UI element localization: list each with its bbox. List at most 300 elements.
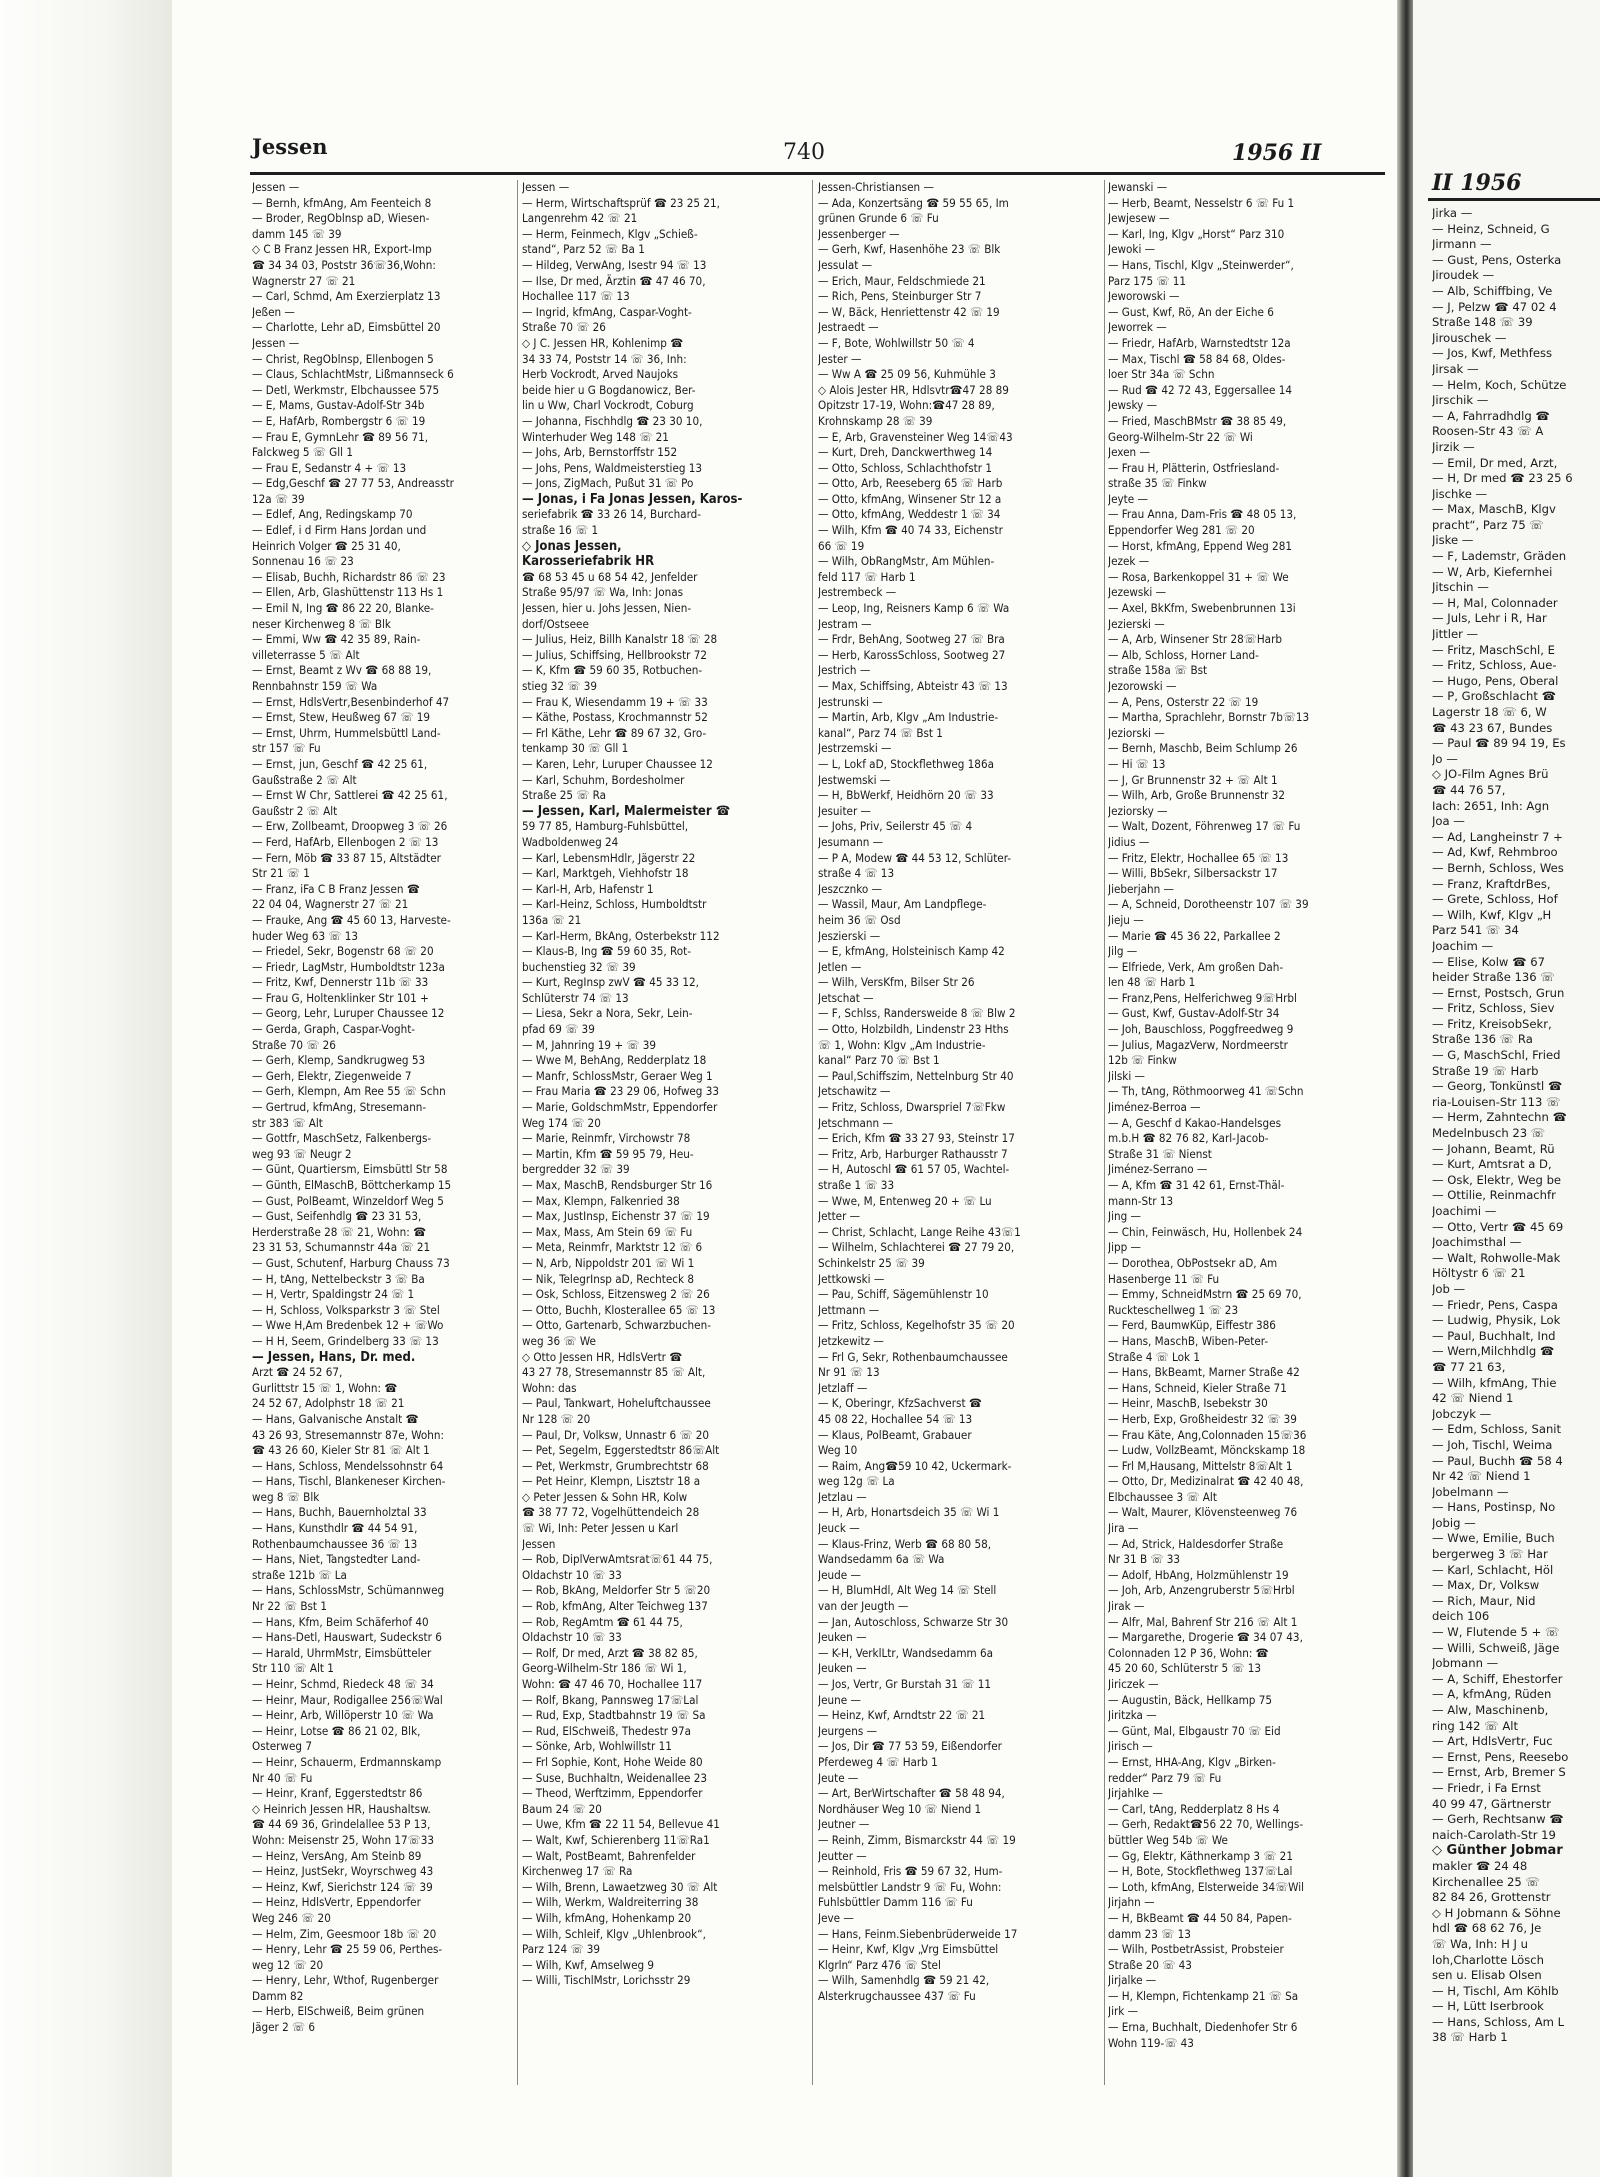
directory-entry: — Frau H, Plätterin, Ostfriesland- bbox=[1108, 460, 1280, 475]
directory-entry: ☎ 44 69 36, Grindelallee 53 P 13, bbox=[252, 1817, 431, 1832]
directory-entry: Jiménez-Serrano — bbox=[1108, 1162, 1208, 1177]
directory-entry: Pferdeweg 4 ☏ Harb 1 bbox=[818, 1754, 938, 1769]
directory-entry: — Wilhelm, Schlachterei ☎ 27 79 20, bbox=[818, 1240, 1015, 1255]
directory-entry: — Jonas, i Fa Jonas Jessen, Karos- bbox=[522, 491, 743, 507]
directory-entry: — Hans, Niet, Tangstedter Land- bbox=[252, 1552, 421, 1567]
directory-entry: Wohn: ☎ 47 46 70, Hochallee 117 bbox=[522, 1677, 703, 1691]
directory-entry: — Emmi, Ww ☎ 42 35 89, Rain- bbox=[252, 632, 421, 647]
directory-entry: — Jos, Kwf, Methfess bbox=[1432, 346, 1553, 361]
directory-entry: — Frl M,Hausang, Mittelstr 8☏Alt 1 bbox=[1108, 1458, 1293, 1473]
directory-entry: — Joh, Tischl, Weima bbox=[1432, 1437, 1553, 1452]
directory-entry: Jipp — bbox=[1108, 1240, 1141, 1255]
directory-entry: — Marie ☎ 45 36 22, Parkallee 2 bbox=[1108, 928, 1281, 943]
directory-entry: Kirchenallee 25 ☏ bbox=[1432, 1874, 1540, 1889]
directory-entry: Lagerstr 18 ☏ 6, W bbox=[1432, 705, 1547, 719]
directory-entry: — Fritz, Schloss, Aue- bbox=[1432, 658, 1557, 673]
directory-entry: — Rud ☎ 42 72 43, Eggersallee 14 bbox=[1108, 382, 1292, 397]
directory-entry: — Th, tAng, Röthmoorweg 41 ☏Schn bbox=[1108, 1084, 1304, 1099]
directory-entry: Wadboldenweg 24 bbox=[522, 834, 619, 849]
directory-entry: — Hans, Kfm, Beim Schäferhof 40 bbox=[252, 1614, 429, 1629]
directory-entry: Nr 40 ☏ Fu bbox=[252, 1770, 313, 1785]
directory-entry: — Heinr, Kranf, Eggerstedtstr 86 bbox=[252, 1786, 423, 1801]
directory-entry: — Helm, Zim, Geesmoor 18b ☏ 20 bbox=[252, 1926, 437, 1941]
directory-entry: — E, Mams, Gustav-Adolf-Str 34b bbox=[252, 398, 425, 413]
directory-entry: Gaußstraße 2 ☏ Alt bbox=[252, 772, 357, 787]
directory-entry: — Bernh, Maschb, Beim Schlump 26 bbox=[1108, 741, 1298, 756]
directory-entry: — Kurt, RegInsp zwV ☎ 45 33 12, bbox=[522, 975, 699, 990]
directory-entry: — Erna, Buchhalt, Diedenhofer Str 6 bbox=[1108, 2020, 1298, 2035]
directory-entry: — Wilh, Arb, Große Brunnenstr 32 bbox=[1108, 788, 1285, 803]
directory-entry: — Augustin, Bäck, Hellkamp 75 bbox=[1108, 1692, 1272, 1707]
directory-entry: — Frau Käte, Ang,Colonnaden 15☏36 bbox=[1108, 1427, 1307, 1442]
directory-entry: — Wilh, Kfm ☎ 40 74 33, Eichenstr bbox=[818, 523, 1003, 538]
directory-entry: — H, Dr med ☎ 23 25 6 bbox=[1432, 471, 1573, 486]
directory-entry: weg 12g ☏ La bbox=[818, 1474, 895, 1489]
book-gutter bbox=[1397, 0, 1413, 2177]
directory-entry: ☎ 43 23 67, Bundes bbox=[1432, 720, 1553, 735]
directory-entry: — Hans-Detl, Hauswart, Sudeckstr 6 bbox=[252, 1630, 442, 1645]
directory-entry: — Walt, Rohwolle-Mak bbox=[1432, 1250, 1561, 1265]
directory-entry: — Max, Tischl ☎ 58 84 68, Oldes- bbox=[1108, 351, 1286, 366]
directory-entry: Herderstraße 28 ☏ 21, Wohn: ☎ bbox=[252, 1224, 427, 1239]
directory-entry: — Ellen, Arb, Glashüttenstr 113 Hs 1 bbox=[252, 585, 444, 600]
directory-entry: — H, Bote, Stockflethweg 137☏Lal bbox=[1108, 1864, 1293, 1879]
directory-entry: — E, HafArb, Rombergstr 6 ☏ 19 bbox=[252, 413, 426, 428]
directory-entry: Hochallee 117 ☏ 13 bbox=[522, 289, 630, 304]
directory-entry: — Fritz, Arb, Harburger Rathausstr 7 bbox=[818, 1146, 1008, 1161]
directory-entry: — H, tAng, Nettelbeckstr 3 ☏ Ba bbox=[252, 1271, 425, 1286]
directory-entry: — Gertrud, kfmAng, Stresemann- bbox=[252, 1100, 427, 1115]
directory-entry: — H, Lütt Iserbrook bbox=[1432, 1999, 1544, 2014]
directory-entry: — Jons, ZigMach, Pußut 31 ☏ Po bbox=[522, 476, 694, 491]
directory-entry: — F, Schlss, Randersweide 8 ☏ Blw 2 bbox=[818, 1006, 1016, 1021]
directory-entry: ring 142 ☏ Alt bbox=[1432, 1718, 1519, 1733]
directory-entry: — Rob, kfmAng, Alter Teichweg 137 bbox=[522, 1599, 708, 1614]
directory-entry: Weg 246 ☏ 20 bbox=[252, 1910, 331, 1925]
directory-entry: Jestwemski — bbox=[818, 772, 891, 787]
directory-entry: — Wilh, Kwf, Klgv „H bbox=[1432, 907, 1552, 922]
directory-entry: melsbüttler Landstr 9 ☏ Fu, Wohn: bbox=[818, 1879, 1002, 1894]
directory-entry: — Heinz, Kwf, Arndtstr 22 ☏ 21 bbox=[818, 1708, 986, 1723]
directory-entry: beide hier u G Bogdanowicz, Ber- bbox=[522, 382, 696, 397]
directory-entry: — Axel, BkKfm, Swebenbrunnen 13i bbox=[1108, 601, 1296, 616]
directory-entry: Jittler — bbox=[1432, 627, 1479, 642]
directory-entry: Jeute — bbox=[818, 1770, 859, 1785]
directory-entry: Jeziorski — bbox=[1108, 725, 1165, 740]
directory-entry: Jeutner — bbox=[818, 1817, 870, 1832]
directory-entry: Jirka — bbox=[1432, 206, 1473, 220]
directory-entry: bergredder 32 ☏ 39 bbox=[522, 1162, 630, 1177]
directory-entry: ◇ C B Franz Jessen HR, Export-Imp bbox=[252, 242, 432, 257]
directory-entry: — Ilse, Dr med, Ärztin ☎ 47 46 70, bbox=[522, 273, 706, 288]
directory-entry: ☎ 43 26 60, Kieler Str 81 ☏ Alt 1 bbox=[252, 1443, 430, 1458]
directory-entry: — J, Pelzw ☎ 47 02 4 bbox=[1432, 299, 1557, 314]
directory-entry: huder Weg 63 ☏ 13 bbox=[252, 928, 359, 943]
directory-entry: kanal“ Parz 70 ☏ Bst 1 bbox=[818, 1053, 940, 1068]
directory-entry: — Henry, Lehr, Wthof, Rugenberger bbox=[252, 1973, 439, 1988]
directory-entry: — Christ, RegOblnsp, Ellenbogen 5 bbox=[252, 351, 434, 366]
directory-entry: Jezorowski — bbox=[1108, 679, 1177, 693]
directory-entry: dorf/Ostseee bbox=[522, 616, 589, 631]
directory-entry: — Ferd, BaumwKüp, Eiffestr 386 bbox=[1108, 1318, 1276, 1333]
directory-entry: — Ernst, Uhrm, Hummelsbüttl Land- bbox=[252, 725, 441, 740]
directory-entry: Fuhlsbüttler Damm 116 ☏ Fu bbox=[818, 1895, 973, 1910]
directory-entry: — Fritz, Schloss, Kegelhofstr 35 ☏ 20 bbox=[818, 1318, 1015, 1333]
directory-entry: Job — bbox=[1432, 1281, 1466, 1296]
directory-entry: — Harald, UhrmMstr, Eimsbütteler bbox=[252, 1645, 432, 1660]
directory-entry: heider Straße 136 ☏ bbox=[1432, 970, 1555, 985]
directory-entry: Jeude — bbox=[818, 1567, 861, 1582]
directory-entry: — Walt, PostBeamt, Bahrenfelder bbox=[522, 1848, 696, 1863]
directory-entry: — H, Vertr, Spaldingstr 24 ☏ 1 bbox=[252, 1287, 415, 1302]
directory-entry: — Rolf, Dr med, Arzt ☎ 38 82 85, bbox=[522, 1645, 698, 1660]
directory-entry: weg 93 ☏ Neugr 2 bbox=[252, 1146, 352, 1161]
directory-entry: — Fern, Möb ☎ 33 87 15, Altstädter bbox=[252, 850, 441, 865]
directory-entry: — Frau G, Holtenklinker Str 101 + bbox=[252, 990, 429, 1005]
directory-entry: Jetschmann — bbox=[818, 1115, 893, 1130]
directory-entry: Jeuck — bbox=[818, 1521, 860, 1536]
directory-entry: — Wilh, kfmAng, Hohenkamp 20 bbox=[522, 1910, 692, 1925]
directory-entry: — Fritz, Elektr, Hochallee 65 ☏ 13 bbox=[1108, 850, 1289, 865]
directory-entry: — Sönke, Arb, Wohlwillstr 11 bbox=[522, 1739, 672, 1754]
directory-entry: — Otto, Dr, Medizinalrat ☎ 42 40 48, bbox=[1108, 1474, 1304, 1489]
directory-entry: Wohn: das bbox=[522, 1380, 577, 1395]
directory-entry: — Wilh, Samenhdlg ☎ 59 21 42, bbox=[818, 1973, 990, 1988]
directory-entry: — Wilh, Kwf, Amselweg 9 bbox=[522, 1957, 655, 1972]
directory-entry: — A, Pens, Osterstr 22 ☏ 19 bbox=[1108, 694, 1259, 709]
directory-entry: — Leop, Ing, Reisners Kamp 6 ☏ Wa bbox=[818, 601, 1010, 616]
directory-entry: Schlüterstr 74 ☏ 13 bbox=[522, 990, 629, 1005]
directory-entry: Jewjesew — bbox=[1108, 211, 1170, 226]
directory-entry: Straße 95/97 ☏ Wa, Inh: Jonas bbox=[522, 585, 684, 600]
directory-entry: — P, Großschlacht ☎ bbox=[1432, 689, 1557, 704]
directory-entry: Jobmann — bbox=[1432, 1656, 1499, 1671]
directory-entry: — Carl, tAng, Redderplatz 8 Hs 4 bbox=[1108, 1801, 1280, 1816]
directory-entry: ◇ Peter Jessen & Sohn HR, Kolw bbox=[522, 1489, 688, 1504]
directory-entry: — Frau E, GymnLehr ☎ 89 56 71, bbox=[252, 429, 429, 444]
directory-entry: Damm 82 bbox=[252, 1988, 304, 2003]
directory-entry: Rothenbaumchaussee 36 ☏ 13 bbox=[252, 1536, 418, 1551]
directory-entry: van der Jeugth — bbox=[818, 1599, 909, 1614]
directory-entry: — Ottilie, Reinmachfr bbox=[1432, 1188, 1556, 1203]
directory-entry: 45 20 60, Schlüterstr 5 ☏ 13 bbox=[1108, 1661, 1262, 1676]
directory-entry: makler ☎ 24 48 bbox=[1432, 1858, 1528, 1873]
directory-entry: — Wilh, Schleif, Klgv „Uhlenbrook“, bbox=[522, 1926, 706, 1941]
directory-entry: — Herm, Wirtschaftsprüf ☎ 23 25 21, bbox=[522, 195, 720, 210]
directory-entry: — Karl, Ing, Klgv „Horst“ Parz 310 bbox=[1108, 226, 1285, 241]
directory-entry: — Wern,Milchhdlg ☎ bbox=[1432, 1344, 1555, 1359]
directory-entry: 22 04 04, Wagnerstr 27 ☏ 21 bbox=[252, 897, 409, 912]
directory-entry: — Alw, Maschinenb, bbox=[1432, 1703, 1549, 1717]
directory-entry: Jewoki — bbox=[1108, 242, 1156, 257]
directory-entry: Wohn: Meisenstr 25, Wohn 17☏33 bbox=[252, 1832, 434, 1847]
directory-entry: Str 110 ☏ Alt 1 bbox=[252, 1661, 334, 1676]
directory-entry: — Hans, Tischl, Klgv „Steinwerder“, bbox=[1108, 257, 1294, 272]
directory-entry: — Walt, Dozent, Föhrenweg 17 ☏ Fu bbox=[1108, 819, 1301, 834]
directory-entry: Jetzkewitz — bbox=[818, 1333, 884, 1348]
directory-entry: — Gust, Seifenhdlg ☎ 23 31 53, bbox=[252, 1209, 422, 1224]
directory-entry: — Fritz, Schloss, Dwarspriel 7☏Fkw bbox=[818, 1100, 1006, 1115]
directory-entry: Jobig — bbox=[1432, 1515, 1476, 1530]
directory-entry: — Bernh, Schloss, Wes bbox=[1432, 860, 1564, 875]
directory-entry: Parz 124 ☏ 39 bbox=[522, 1942, 601, 1957]
directory-entry: Nordhäuser Weg 10 ☏ Niend 1 bbox=[818, 1801, 982, 1816]
directory-entry: — Hans, MaschB, Wiben-Peter- bbox=[1108, 1333, 1269, 1348]
directory-entry: — Heinr, MaschB, Isebekstr 30 bbox=[1108, 1396, 1268, 1411]
directory-entry: — Paul,Schiffszim, Nettelnburg Str 40 bbox=[818, 1068, 1014, 1083]
directory-entry: — Gerh, Redakt☎56 22 70, Wellings- bbox=[1108, 1817, 1304, 1832]
directory-entry: 38 ☏ Harb 1 bbox=[1432, 2030, 1508, 2045]
directory-entry: — Ad, Strick, Haldesdorfer Straße bbox=[1108, 1536, 1284, 1551]
directory-entry: loer Str 34a ☏ Schn bbox=[1108, 367, 1215, 382]
directory-entry: tenkamp 30 ☏ Gll 1 bbox=[522, 741, 629, 756]
directory-entry: — K-H, VerklLtr, Wandsedamm 6a bbox=[818, 1645, 994, 1660]
directory-entry: — Wilh, kfmAng, Thie bbox=[1432, 1375, 1557, 1390]
directory-entry: Straße 20 ☏ 43 bbox=[1108, 1957, 1192, 1972]
directory-entry: Jitschin — bbox=[1432, 580, 1489, 595]
directory-entry: Jeßen — bbox=[252, 304, 295, 319]
directory-entry: Jetter — bbox=[818, 1209, 861, 1224]
directory-entry: — Gerh, Kwf, Hasenhöhe 23 ☏ Blk bbox=[818, 242, 1001, 257]
directory-entry: — Elise, Kolw ☎ 67 bbox=[1432, 954, 1545, 969]
directory-entry: lin u Ww, Charl Vockrodt, Coburg bbox=[522, 398, 694, 413]
directory-entry: Jessen — bbox=[252, 180, 300, 194]
directory-entry: — Rolf, Bkang, Pannsweg 17☏Lal bbox=[522, 1692, 699, 1707]
directory-entry: — Hildeg, VerwAng, Isestr 94 ☏ 13 bbox=[522, 257, 707, 272]
directory-entry: — Manfr, SchlossMstr, Geraer Weg 1 bbox=[522, 1068, 713, 1083]
directory-entry: deich 106 bbox=[1432, 1609, 1490, 1624]
directory-entry: — J, Gr Brunnenstr 32 + ☏ Alt 1 bbox=[1108, 772, 1278, 787]
directory-entry: sen u. Elisab Olsen bbox=[1432, 1968, 1542, 1983]
directory-entry: weg 8 ☏ Blk bbox=[252, 1489, 320, 1504]
directory-entry: Jiritzka — bbox=[1108, 1708, 1157, 1723]
directory-entry: — Herb, Exp, Großheidestr 32 ☏ 39 bbox=[1108, 1411, 1297, 1426]
directory-entry: — Broder, RegOblnsp aD, Wiesen- bbox=[252, 211, 430, 226]
directory-entry: — Friedel, Sekr, Bogenstr 68 ☏ 20 bbox=[252, 944, 434, 959]
directory-entry: — Frauke, Ang ☎ 45 60 13, Harveste- bbox=[252, 912, 451, 927]
directory-entry: Parz 541 ☏ 34 bbox=[1432, 923, 1519, 938]
directory-entry: Höltystr 6 ☏ 21 bbox=[1432, 1266, 1526, 1281]
directory-entry: Jiriczek — bbox=[1108, 1677, 1159, 1691]
directory-entry: Schinkelstr 25 ☏ 39 bbox=[818, 1255, 925, 1270]
directory-entry: — Walt, Kwf, Schierenberg 11☏Ra1 bbox=[522, 1832, 710, 1847]
directory-entry: — Christ, Schlacht, Lange Reihe 43☏1 bbox=[818, 1224, 1021, 1239]
directory-entry: — Nik, TelegrInsp aD, Rechteck 8 bbox=[522, 1271, 694, 1286]
directory-entry: — H, Autoschl ☎ 61 57 05, Wachtel- bbox=[818, 1162, 1010, 1177]
directory-entry: — Gust, Kwf, Rö, An der Eiche 6 bbox=[1108, 304, 1274, 319]
directory-entry: — Heinz, JustSekr, Woyrschweg 43 bbox=[252, 1864, 434, 1879]
directory-entry: — Otto, Schloss, Schlachthofstr 1 bbox=[818, 460, 992, 475]
directory-entry: Gurlittstr 15 ☏ 1, Wohn: ☎ bbox=[252, 1380, 398, 1395]
directory-column-4 bbox=[1108, 180, 1393, 2090]
directory-entry: — L, Lokf aD, Stockflethweg 186a bbox=[818, 756, 994, 771]
directory-entry: straße 158a ☏ Bst bbox=[1108, 663, 1208, 678]
directory-entry: — Hans, SchlossMstr, Schümannweg bbox=[252, 1583, 445, 1598]
directory-entry: Gaußstr 2 ☏ Alt bbox=[252, 803, 338, 818]
directory-entry: damm 23 ☏ 13 bbox=[1108, 1926, 1191, 1941]
directory-entry: — W, Flutende 5 + ☏ bbox=[1432, 1625, 1560, 1640]
directory-entry: Jeuken — bbox=[818, 1630, 867, 1645]
directory-entry: Parz 175 ☏ 11 bbox=[1108, 273, 1187, 288]
directory-entry: Roosen-Str 43 ☏ A bbox=[1432, 424, 1544, 439]
directory-entry: redder“ Parz 79 ☏ Fu bbox=[1108, 1770, 1222, 1785]
directory-entry: stand“, Parz 52 ☏ Ba 1 bbox=[522, 242, 645, 257]
directory-entry: — Herb, ElSchweiß, Beim grünen bbox=[252, 2004, 425, 2019]
directory-entry: Wagnerstr 27 ☏ 21 bbox=[252, 273, 356, 288]
directory-entry: 82 84 26, Grottenstr bbox=[1432, 1890, 1551, 1905]
directory-entry: Straße 148 ☏ 39 bbox=[1432, 315, 1533, 330]
directory-entry: — Marie, Reinmfr, Virchowstr 78 bbox=[522, 1131, 691, 1146]
directory-entry: — Wwe M, BehAng, Redderplatz 18 bbox=[522, 1053, 707, 1068]
directory-entry: Joachim — bbox=[1432, 938, 1494, 953]
directory-entry: — Otto, Gartenarb, Schwarzbuchen- bbox=[522, 1318, 711, 1333]
directory-entry: ◇ Jonas Jessen, bbox=[522, 538, 622, 554]
directory-entry: Jeszcznko — bbox=[818, 881, 882, 896]
directory-entry: — Suse, Buchhaltn, Weidenallee 23 bbox=[522, 1770, 708, 1785]
directory-entry: — Edlef, i d Firm Hans Jordan und bbox=[252, 523, 427, 538]
directory-entry: — Wilh, Brenn, Lawaetzweg 30 ☏ Alt bbox=[522, 1879, 718, 1894]
directory-entry: — Frl G, Sekr, Rothenbaumchaussee bbox=[818, 1349, 1008, 1364]
directory-entry: — Gg, Elektr, Käthnerkamp 3 ☏ 21 bbox=[1108, 1848, 1293, 1863]
directory-entry: — Karl-Herm, BkAng, Osterbekstr 112 bbox=[522, 928, 720, 943]
directory-entry: naich-Carolath-Str 19 bbox=[1432, 1827, 1556, 1842]
directory-entry: — Gust, PolBeamt, Winzeldorf Weg 5 bbox=[252, 1193, 444, 1208]
directory-entry: Jeve — bbox=[818, 1910, 854, 1925]
directory-entry: — Liesa, Sekr a Nora, Sekr, Lein- bbox=[522, 1006, 693, 1021]
directory-entry: Straße 4 ☏ Lok 1 bbox=[1108, 1349, 1200, 1364]
directory-entry: Jettkowski — bbox=[818, 1271, 885, 1286]
directory-entry: — Käthe, Postass, Krochmannstr 52 bbox=[522, 710, 708, 725]
directory-entry: Jeune — bbox=[818, 1692, 861, 1707]
directory-entry: stieg 32 ☏ 39 bbox=[522, 679, 597, 693]
directory-entry: — Günt, Mal, Elbgaustr 70 ☏ Eid bbox=[1108, 1723, 1281, 1738]
directory-entry: — Erw, Zollbeamt, Droopweg 3 ☏ 26 bbox=[252, 819, 448, 834]
directory-entry: — Max, MaschB, Rendsburger Str 16 bbox=[522, 1178, 713, 1192]
directory-entry: — Hans, Feinm.Siebenbrüderweide 17 bbox=[818, 1926, 1018, 1941]
directory-entry: — Wilh, ObRangMstr, Am Mühlen- bbox=[818, 554, 995, 569]
directory-entry: — Ernst, HHA-Ang, Klgv „Birken- bbox=[1108, 1754, 1276, 1769]
directory-entry: — Pet Heinr, Klempn, Lisztstr 18 a bbox=[522, 1474, 701, 1489]
directory-entry: ◇ J C. Jessen HR, Kohlenimp ☎ bbox=[522, 335, 684, 350]
directory-entry: — Karen, Lehr, Luruper Chaussee 12 bbox=[522, 756, 713, 771]
directory-entry: — Frl Sophie, Kont, Hohe Weide 80 bbox=[522, 1754, 703, 1769]
directory-entry: — Wwe H,Am Bredenbek 12 + ☏Wo bbox=[252, 1318, 444, 1333]
directory-entry: — Reinhold, Fris ☎ 59 67 32, Hum- bbox=[818, 1864, 1003, 1879]
directory-entry: — A, Fahrradhdlg ☎ bbox=[1432, 408, 1550, 423]
directory-entry: Jessenberger — bbox=[818, 226, 900, 241]
directory-entry: — Helm, Koch, Schütze bbox=[1432, 377, 1567, 392]
directory-entry: loh,Charlotte Lösch bbox=[1432, 1952, 1544, 1967]
directory-entry: — Gust, Schutenf, Harburg Chauss 73 bbox=[252, 1255, 450, 1270]
directory-entry: Elbchaussee 3 ☏ Alt bbox=[1108, 1489, 1217, 1504]
directory-entry: ☎ 68 53 45 u 68 54 42, Jenfelder bbox=[522, 569, 698, 584]
running-head-name: Jessen bbox=[252, 134, 328, 159]
directory-entry: — Heinr, Schmd, Riedeck 48 ☏ 34 bbox=[252, 1677, 434, 1691]
directory-entry: Jeutter — bbox=[818, 1848, 867, 1863]
directory-entry: — Alb, Schloss, Horner Land- bbox=[1108, 647, 1259, 662]
directory-entry: Jessen — bbox=[522, 180, 570, 194]
directory-entry: — H, Tischl, Am Köhlb bbox=[1432, 1983, 1559, 1998]
directory-entry: Jester — bbox=[818, 351, 862, 366]
directory-entry: pfad 69 ☏ 39 bbox=[522, 1022, 595, 1037]
directory-entry: — Gust, Pens, Osterka bbox=[1432, 252, 1562, 267]
directory-entry: — Uwe, Kfm ☎ 22 11 54, Bellevue 41 bbox=[522, 1817, 720, 1832]
directory-entry: — H H, Seem, Grindelberg 33 ☏ 13 bbox=[252, 1333, 439, 1348]
directory-entry: — Charlotte, Lehr aD, Eimsbüttel 20 bbox=[252, 320, 441, 335]
directory-entry: 66 ☏ 19 bbox=[818, 538, 865, 553]
directory-entry: ◇ H Jobmann & Söhne bbox=[1432, 1905, 1561, 1920]
directory-entry: — Martin, Arb, Klgv „Am Industrie- bbox=[818, 710, 999, 725]
directory-entry: — Emil, Dr med, Arzt, bbox=[1432, 455, 1558, 470]
directory-entry: — Max, Mass, Am Stein 69 ☏ Fu bbox=[522, 1224, 693, 1239]
directory-entry: — Karl, Marktgeh, Viehhofstr 18 bbox=[522, 866, 689, 881]
directory-entry: Jeziorsky — bbox=[1108, 803, 1168, 818]
directory-entry: ☏ Wa, Inh: H J u bbox=[1432, 1936, 1528, 1951]
directory-entry: Nr 42 ☏ Niend 1 bbox=[1432, 1469, 1531, 1484]
directory-entry: Jezewski — bbox=[1108, 585, 1167, 600]
directory-entry: Weg 174 ☏ 20 bbox=[522, 1115, 601, 1130]
directory-entry: ◇ JO-Film Agnes Brü bbox=[1432, 767, 1549, 782]
directory-entry: — Frau Anna, Dam-Fris ☎ 48 05 13, bbox=[1108, 507, 1297, 522]
directory-entry: — Joh, Bauschloss, Poggfreedweg 9 bbox=[1108, 1022, 1294, 1037]
directory-entry: — Klaus-B, Ing ☎ 59 60 35, Rot- bbox=[522, 944, 691, 959]
directory-entry: seriefabrik ☎ 33 26 14, Burchard- bbox=[522, 507, 702, 522]
directory-entry: Jeuken — bbox=[818, 1661, 867, 1676]
directory-entry: kanal“, Parz 74 ☏ Bst 1 bbox=[818, 725, 943, 740]
header-rule bbox=[250, 172, 1385, 175]
directory-entry: Jeworowski — bbox=[1108, 289, 1180, 304]
directory-entry: 45 08 22, Hochallee 54 ☏ 13 bbox=[818, 1411, 973, 1426]
directory-entry: Jo — bbox=[1432, 751, 1458, 766]
directory-entry: Jestram — bbox=[818, 616, 872, 631]
directory-entry: — Hi ☏ 13 bbox=[1108, 756, 1166, 771]
directory-entry: Baum 24 ☏ 20 bbox=[522, 1801, 602, 1816]
directory-entry: — Julius, Schiffsing, Hellbrookstr 72 bbox=[522, 647, 708, 662]
directory-entry: — Heinr, Schauerm, Erdmannskamp bbox=[252, 1754, 442, 1769]
directory-entry: — Friedr, Pens, Caspa bbox=[1432, 1297, 1558, 1312]
directory-entry: — Art, HdlsVertr, Fuc bbox=[1432, 1734, 1553, 1749]
directory-entry: Jestrunski — bbox=[818, 694, 883, 709]
directory-entry: Arzt ☎ 24 52 67, bbox=[252, 1365, 343, 1380]
directory-entry: Jessulat — bbox=[818, 257, 873, 272]
directory-entry: — P A, Modew ☎ 44 53 12, Schlüter- bbox=[818, 850, 1012, 865]
directory-entry: — W, Bäck, Henriettenstr 42 ☏ 19 bbox=[818, 304, 1000, 319]
directory-entry: — Friedr, HafArb, Warnstedtstr 12a bbox=[1108, 335, 1291, 350]
directory-entry: — A, Kfm ☎ 31 42 61, Ernst-Thäl- bbox=[1108, 1178, 1285, 1192]
directory-entry: — Hans, Tischl, Blankeneser Kirchen- bbox=[252, 1474, 446, 1489]
directory-entry: Jetschawitz — bbox=[818, 1084, 891, 1099]
directory-entry: Jesumann — bbox=[818, 834, 884, 849]
directory-entry: Kirchenweg 17 ☏ Ra bbox=[522, 1864, 633, 1879]
directory-entry: 40 99 47, Gärtnerstr bbox=[1432, 1796, 1552, 1811]
directory-entry: pracht“, Parz 75 ☏ bbox=[1432, 517, 1544, 532]
directory-entry: weg 12 ☏ 20 bbox=[252, 1957, 324, 1972]
directory-entry: — Max, MaschB, Klgv bbox=[1432, 502, 1556, 517]
directory-entry: — K, Oberingr, KfzSachverst ☎ bbox=[818, 1396, 982, 1411]
directory-entry: Jäger 2 ☏ 6 bbox=[252, 2020, 316, 2035]
directory-entry: — Hugo, Pens, Oberal bbox=[1432, 673, 1559, 688]
directory-entry: — Herm, Zahntechn ☎ bbox=[1432, 1110, 1567, 1125]
directory-entry: — Carl, Schmd, Am Exerzierplatz 13 bbox=[252, 289, 441, 304]
directory-entry: 136a ☏ 21 bbox=[522, 912, 582, 927]
directory-entry: damm 145 ☏ 39 bbox=[252, 226, 342, 241]
directory-entry: — Chin, Feinwäsch, Hu, Hollenbek 24 bbox=[1108, 1224, 1303, 1239]
directory-entry: feld 117 ☏ Harb 1 bbox=[818, 569, 916, 584]
directory-entry: — H, BlumHdl, Alt Weg 14 ☏ Stell bbox=[818, 1583, 997, 1598]
directory-entry: Jetzlau — bbox=[818, 1489, 867, 1504]
directory-entry: — Otto, kfmAng, Weddestr 1 ☏ 34 bbox=[818, 507, 1001, 522]
directory-entry: Heinrich Volger ☎ 25 31 40, bbox=[252, 538, 401, 553]
